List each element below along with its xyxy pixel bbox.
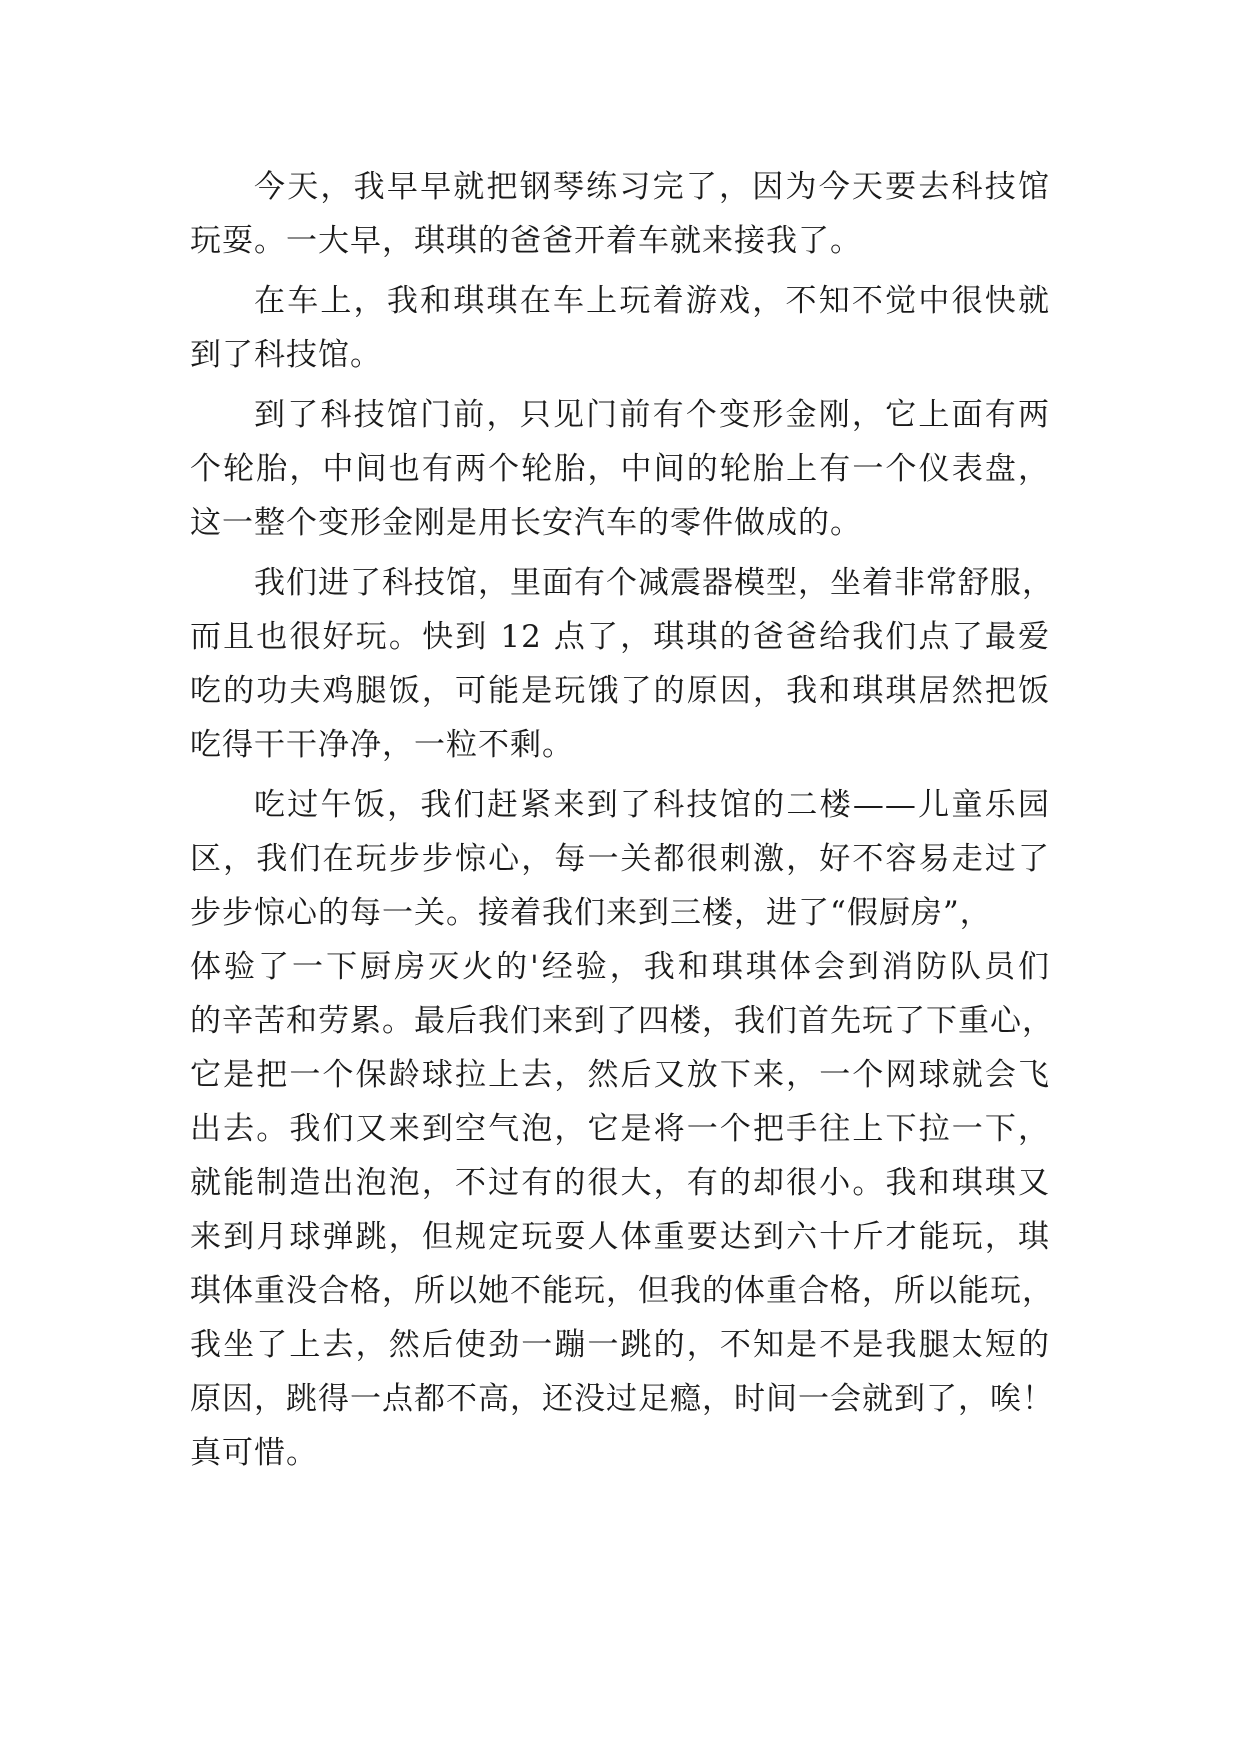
text-line: 它是把一个保龄球拉上去，然后又放下来，一个网球就会飞 bbox=[190, 1057, 1050, 1093]
paragraph-1 bbox=[190, 160, 1050, 268]
text-line: 步步惊心的每一关。接着我们来到三楼，进了“假厨房”， bbox=[190, 895, 992, 931]
paragraph-5 bbox=[190, 778, 1054, 1480]
text-line: 吃得干干净净，一粒不剩。 bbox=[190, 727, 574, 763]
text-line: 个轮胎，中间也有两个轮胎，中间的轮胎上有一个仪表盘， bbox=[190, 451, 1050, 487]
text-line: 我坐了上去，然后使劲一蹦一跳的，不知是不是我腿太短的 bbox=[190, 1327, 1050, 1363]
text-line: 今天，我早早就把钢琴练习完了，因为今天要去科技馆 bbox=[254, 169, 1050, 205]
text-line: 出去。我们又来到空气泡，它是将一个把手往上下拉一下， bbox=[190, 1111, 1050, 1147]
text-line: 吃的功夫鸡腿饭，可能是玩饿了的原因，我和琪琪居然把饭 bbox=[190, 673, 1050, 709]
paragraph-2 bbox=[190, 274, 1050, 382]
text-line: 而且也很好玩。快到 12 点了，琪琪的爸爸给我们点了最爱 bbox=[190, 619, 1050, 655]
text-line: 玩耍。一大早，琪琪的爸爸开着车就来接我了。 bbox=[190, 223, 862, 259]
text-line: 来到月球弹跳，但规定玩耍人体重要达到六十斤才能玩，琪 bbox=[190, 1219, 1050, 1255]
text-line: 就能制造出泡泡，不过有的很大，有的却很小。我和琪琪又 bbox=[190, 1165, 1050, 1201]
essay-body bbox=[190, 160, 1054, 1480]
text-line: 的辛苦和劳累。最后我们来到了四楼，我们首先玩了下重心， bbox=[190, 1003, 1054, 1039]
paragraph-3 bbox=[190, 388, 1050, 550]
text-line: 真可惜。 bbox=[190, 1435, 318, 1471]
text-line: 吃过午饭，我们赶紧来到了科技馆的二楼——儿童乐园 bbox=[254, 787, 1050, 823]
text-line: 区，我们在玩步步惊心，每一关都很刺激，好不容易走过了 bbox=[190, 841, 1050, 877]
text-line: 琪体重没合格，所以她不能玩，但我的体重合格，所以能玩， bbox=[190, 1273, 1054, 1309]
text-line: 这一整个变形金刚是用长安汽车的零件做成的。 bbox=[190, 505, 862, 541]
text-line: 我们进了科技馆，里面有个减震器模型，坐着非常舒服， bbox=[254, 565, 1054, 601]
text-line: 体验了一下厨房灭火的'经验，我和琪琪体会到消防队员们 bbox=[190, 949, 1050, 985]
text-line: 到了科技馆。 bbox=[190, 337, 382, 373]
text-line: 在车上，我和琪琪在车上玩着游戏，不知不觉中很快就 bbox=[254, 283, 1050, 319]
text-line: 原因，跳得一点都不高，还没过足瘾，时间一会就到了，唉！ bbox=[190, 1381, 1054, 1417]
paragraph-4 bbox=[190, 556, 1054, 772]
text-line: 到了科技馆门前，只见门前有个变形金刚，它上面有两 bbox=[254, 397, 1050, 433]
